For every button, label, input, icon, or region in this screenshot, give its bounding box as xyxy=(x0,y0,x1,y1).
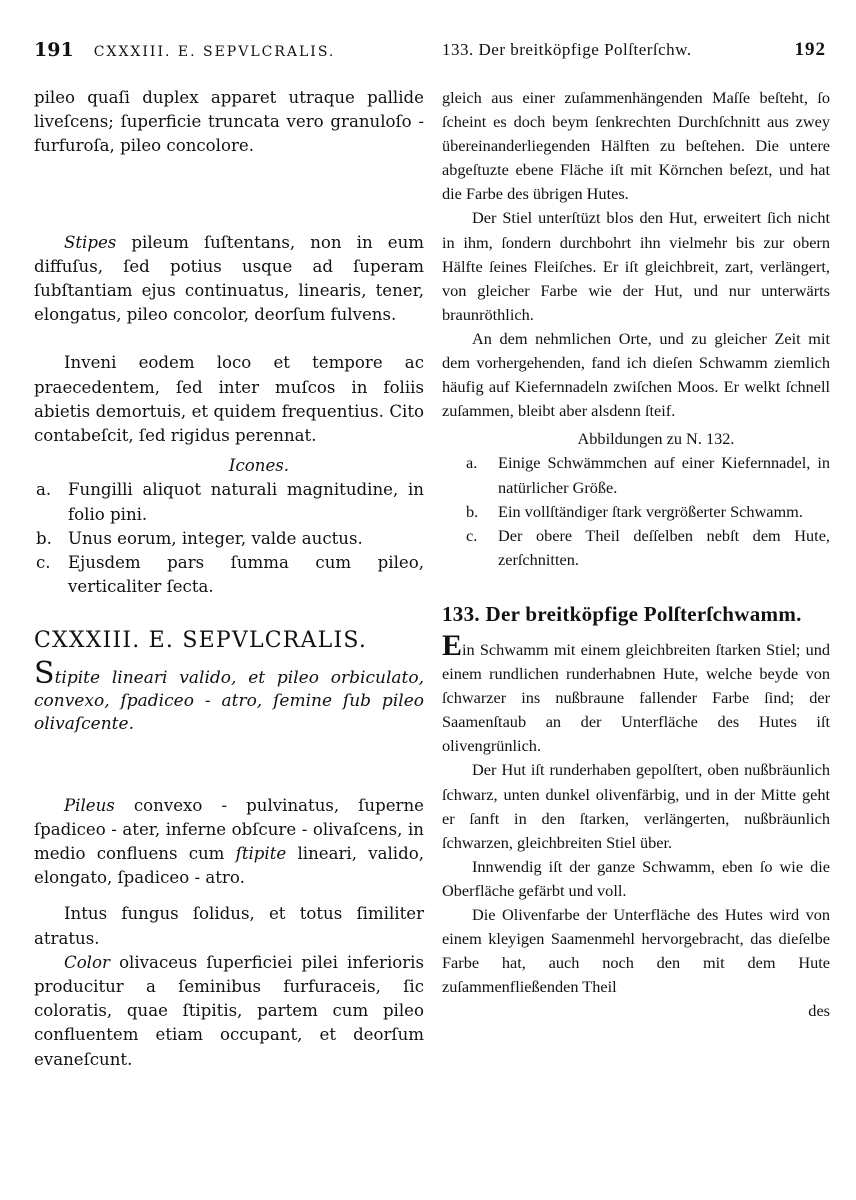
color-text: olivaceus ſuperficiei pilei inferioris producitur a ſeminibus furfuraceis, ſic coloratis, quae ſtipitis, partem cum pileo confluentem etiam occupant, et deorſum evaneſcunt. xyxy=(34,952,424,1069)
item-label: a. xyxy=(466,453,478,473)
ort-paragraph: An dem nehmlichen Orte, und zu gleicher Zeit mit dem vorhergehenden, fand ich dieſen Schwamm ziemlich häufig auf Kiefernnadeln zwiſchen Moos. Er welkt ſchnell zuſammen, bleibt aber alsdenn ſteif. xyxy=(442,328,830,421)
pileus-text: convexo - pulvinatus, ſuperne ſpadiceo - ater, inferne obſcure - olivaſcens, in medio confluens cum xyxy=(34,795,424,864)
left-page-number: 191 xyxy=(34,39,74,61)
german-diagnosis: Ein Schwamm mit einem gleichbreiten ſtarken Stiel; und einem rundlichen runderhabnen Hute, welche beyde von ſchwarzer ins nußbraune fallender Farbe ſind; der Saamenſtaub an der Unterfläche des Hutes iſt olivengrünlich. xyxy=(442,628,830,756)
icones-caption: Icones. xyxy=(228,456,290,476)
spacer xyxy=(34,736,424,794)
left-header xyxy=(34,38,424,62)
catchword: des xyxy=(808,1001,830,1021)
item-text: Einige Schwämmchen auf einer Kiefernnadel, in natürlicher Größe. xyxy=(498,453,830,497)
abbildungen-list xyxy=(464,451,830,571)
olivenfarbe-paragraph: Die Olivenfarbe der Unterfläche des Hutes wird von einem kleyigen Saamenmehl hervorgebracht, das dieſelbe Farbe hat, auch noch den mit dem Hute zuſammenfließenden Theil xyxy=(442,905,830,997)
stipes-text: pileum ſuſtentans, non in eum diffuſus, ſed potius usque ad ſuperam ſubſtantiam ejus continuatus, linearis, tener, elongatus, pileo concolor, deorſum fulvens. xyxy=(34,232,424,325)
list-item xyxy=(466,524,830,572)
pileus-label: Pileus xyxy=(64,795,115,815)
list-item xyxy=(36,551,424,599)
pileus-paragraph xyxy=(34,794,424,891)
spacer xyxy=(34,890,424,902)
stipes-paragraph xyxy=(34,231,424,328)
item-label: a. xyxy=(36,480,52,500)
spacer xyxy=(34,327,424,351)
left-section-title: CXXXIII. E. SEPVLCRALIS. xyxy=(34,628,368,654)
list-item xyxy=(466,451,830,499)
left-running-head: CXXXIII. E. SEPVLCRALIS. xyxy=(93,44,336,60)
item-text: Ein vollſtändiger ſtark vergrößerter Schwamm. xyxy=(498,501,803,521)
left-page xyxy=(34,38,424,1072)
right-page-number: 192 xyxy=(794,39,826,60)
item-text: Der obere Theil deſſelben nebſt dem Hute, zerſchnitten. xyxy=(498,525,830,569)
abbildungen-caption: Abbildungen zu N. 132. xyxy=(577,429,735,449)
item-label: c. xyxy=(36,553,51,573)
right-section-title: 133. Der breitköpfige Polſterſchwamm. xyxy=(442,601,802,626)
stiel-paragraph: Der Stiel unterſtüzt blos den Hut, erweitert ſich nicht in ihm, ſondern durchbohrt ihn vielmehr bis zur obern Hälfte ſeines Fleiſches. Er iſt gleichbreit, zart, verlängert, von gleicher Farbe wie der Hut, und nur unterwärts braunröthlich. xyxy=(442,208,830,324)
hut-paragraph: Der Hut iſt runderhaben gepolſtert, oben nußbräunlich ſchwarz, unten dunkel olivenfärbig, und in der Mitte geht er ſanft in den ſtarken, verlängerten, nußbräunlich ſchwarzen, gleichbreiten Stiel über. xyxy=(442,760,830,852)
right-page xyxy=(442,38,830,1023)
list-item xyxy=(466,500,830,524)
item-text: Fungilli aliquot naturali magnitudine, in folio pini. xyxy=(68,480,424,524)
list-item xyxy=(36,478,424,526)
latin-diagnosis: Stipite lineari valido, et pileo orbiculato, convexo, ſpadiceo - atro, ſemine ſub pileo olivaſcente. xyxy=(34,655,424,734)
list-item xyxy=(36,527,424,551)
color-paragraph xyxy=(34,951,424,1072)
color-label: Color xyxy=(64,952,110,972)
stipes-label: Stipes xyxy=(64,232,117,252)
icones-list xyxy=(34,478,424,599)
item-text: Ejusdem pars ſumma cum pileo, verticaliter ſecta. xyxy=(68,553,424,597)
intus-paragraph: Intus fungus ſolidus, et totus ſimiliter atratus. xyxy=(34,904,424,948)
item-label: b. xyxy=(36,528,52,548)
pileus-stipite: ſtipite xyxy=(235,844,287,864)
left-para-continuation: pileo quaſi duplex apparet utraque pallide liveſcens; ſuperficie truncata vero granuloſo - furfuroſa, pileo concolore. xyxy=(34,88,424,156)
pileus-end: lineari, valido, elongato, ſpadiceo - atro. xyxy=(34,844,424,888)
innwendig-paragraph: Innwendig iſt der ganze Schwamm, eben ſo wie die Oberfläche gefärbt und voll. xyxy=(442,856,830,900)
item-label: b. xyxy=(466,501,479,521)
item-text: Unus eorum, integer, valde auctus. xyxy=(68,528,363,548)
right-para-continuation: gleich aus einer zuſammenhängenden Maſſe beſteht, ſo ſcheint es doch beym ſenkrechten Durchſchnitt aus zwey übereinanderliegenden Hälften zu beſtehen. Die untere abgeſtuzte ebene Fläche iſt mit Körnchen beſezt, und hat die Farbe des übrigen Hutes. xyxy=(442,88,830,204)
spacer xyxy=(34,159,424,231)
right-header xyxy=(442,38,830,62)
inveni-paragraph: Inveni eodem loco et tempore ac praecedentem, ſed inter muſcos in foliis abietis demortuis, et quidem frequentius. Cito contabeſcit, ſed rigidus perennat. xyxy=(34,353,424,446)
item-label: c. xyxy=(466,525,478,545)
right-running-head: 133. Der breitköpfige Polſterſchw. xyxy=(442,40,692,59)
